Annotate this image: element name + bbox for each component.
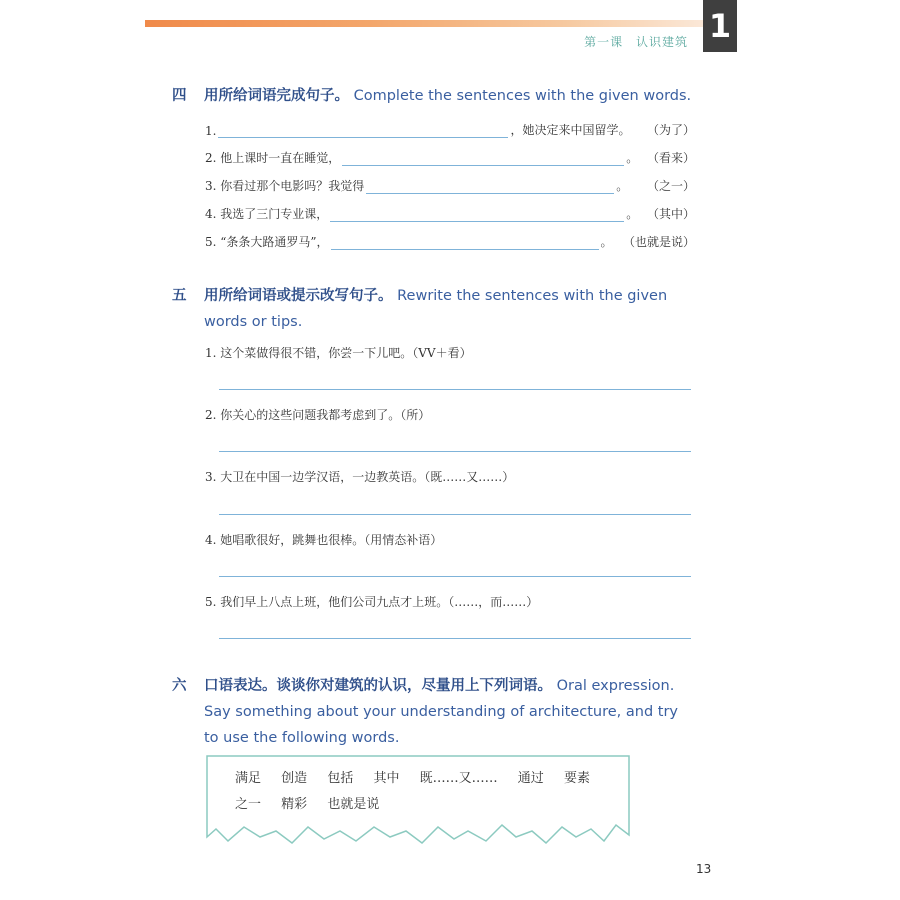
word-item: 包括 bbox=[327, 771, 354, 786]
word-item: 其中 bbox=[373, 771, 400, 786]
lesson-title: 认识建筑 bbox=[635, 35, 688, 49]
rewrite-answer-line-5[interactable] bbox=[219, 638, 691, 639]
word-item: 满足 bbox=[235, 771, 262, 786]
answer-blank[interactable] bbox=[366, 179, 614, 194]
rewrite-prompt-3: 3. 大卫在中国一边学汉语，一边教英语。（既……又……） bbox=[205, 470, 515, 484]
section-title-zh: 口语表达。谈谈你对建筑的认识，尽量用上下列词语。 bbox=[204, 678, 552, 694]
rewrite-answer-line-1[interactable] bbox=[219, 389, 691, 390]
word-bank-row-1 bbox=[235, 767, 606, 786]
rewrite-prompt-5: 5. 我们早上八点上班，他们公司九点才上班。（……，而……） bbox=[205, 595, 539, 609]
word-item: 通过 bbox=[517, 771, 544, 786]
exercise-4-2 bbox=[205, 148, 695, 166]
rewrite-answer-line-2[interactable] bbox=[219, 451, 691, 452]
answer-blank[interactable] bbox=[342, 151, 624, 166]
answer-blank[interactable] bbox=[218, 123, 508, 138]
rewrite-answer-line-4[interactable] bbox=[219, 576, 691, 577]
rewrite-answer-line-3[interactable] bbox=[219, 514, 691, 515]
section-number: 五 bbox=[172, 288, 187, 304]
lesson-label: 第一课 bbox=[584, 35, 624, 49]
sentence-end: 。 bbox=[600, 235, 613, 249]
lesson-number-badge: 1 bbox=[703, 0, 737, 52]
section-number: 六 bbox=[172, 678, 187, 694]
word-item: 之一 bbox=[235, 797, 262, 812]
rewrite-prompt-4: 4. 她唱歌很好，跳舞也很棒。（用情态补语） bbox=[205, 533, 443, 547]
lesson-header bbox=[576, 33, 688, 50]
sentence-end: ，她决定来中国留学。 bbox=[510, 123, 631, 137]
section-5-title bbox=[172, 283, 697, 335]
sentence-start: 4. 我选了三门专业课， bbox=[205, 207, 329, 221]
header-accent-bar bbox=[145, 20, 705, 27]
exercise-4-4 bbox=[205, 204, 695, 222]
section-title-en: Oral expression. Say something about your understanding of architecture, and try to use the following words. bbox=[204, 678, 678, 746]
word-item: 也就是说 bbox=[327, 797, 380, 812]
rewrite-prompt-2: 2. 你关心的这些问题我都考虑到了。（所） bbox=[205, 408, 431, 422]
section-title-en: Complete the sentences with the given words. bbox=[353, 88, 692, 104]
section-title-zh: 用所给词语完成句子。 bbox=[204, 88, 349, 104]
sentence-start: 2. 他上课时一直在睡觉， bbox=[205, 151, 341, 165]
hint-word: （之一） bbox=[646, 179, 695, 193]
exercise-4-1 bbox=[205, 120, 695, 138]
rewrite-prompt-1: 1. 这个菜做得很不错，你尝一下儿吧。（VV＋看） bbox=[205, 346, 472, 360]
word-item: 创造 bbox=[281, 771, 308, 786]
sentence-start: 5. “条条大路通罗马”， bbox=[205, 235, 329, 249]
sentence-end: 。 bbox=[616, 179, 629, 193]
hint-word: （也就是说） bbox=[622, 235, 695, 249]
page-number: 13 bbox=[696, 862, 712, 876]
sentence-end: 。 bbox=[626, 207, 639, 221]
section-title-zh: 用所给词语或提示改写句子。 bbox=[204, 288, 393, 304]
answer-blank[interactable] bbox=[330, 207, 624, 222]
word-item: 精彩 bbox=[281, 797, 308, 812]
section-title-en: Rewrite the sentences with the given words or tips. bbox=[204, 288, 668, 330]
hint-word: （为了） bbox=[646, 123, 695, 137]
exercise-4-3 bbox=[205, 176, 695, 194]
section-6-title bbox=[172, 673, 697, 751]
section-number: 四 bbox=[172, 88, 187, 104]
hint-word: （其中） bbox=[646, 207, 695, 221]
hint-word: （看来） bbox=[646, 151, 695, 165]
section-4-title bbox=[172, 83, 697, 109]
word-bank-row-2 bbox=[235, 793, 395, 812]
sentence-start: 3. 你看过那个电影吗？我觉得 bbox=[205, 179, 365, 193]
word-item: 要素 bbox=[563, 771, 590, 786]
exercise-4-5 bbox=[205, 232, 695, 250]
answer-blank[interactable] bbox=[331, 235, 599, 250]
sentence-end: 。 bbox=[626, 151, 639, 165]
word-item: 既……又…… bbox=[419, 771, 498, 786]
sentence-start: 1. bbox=[205, 124, 217, 138]
